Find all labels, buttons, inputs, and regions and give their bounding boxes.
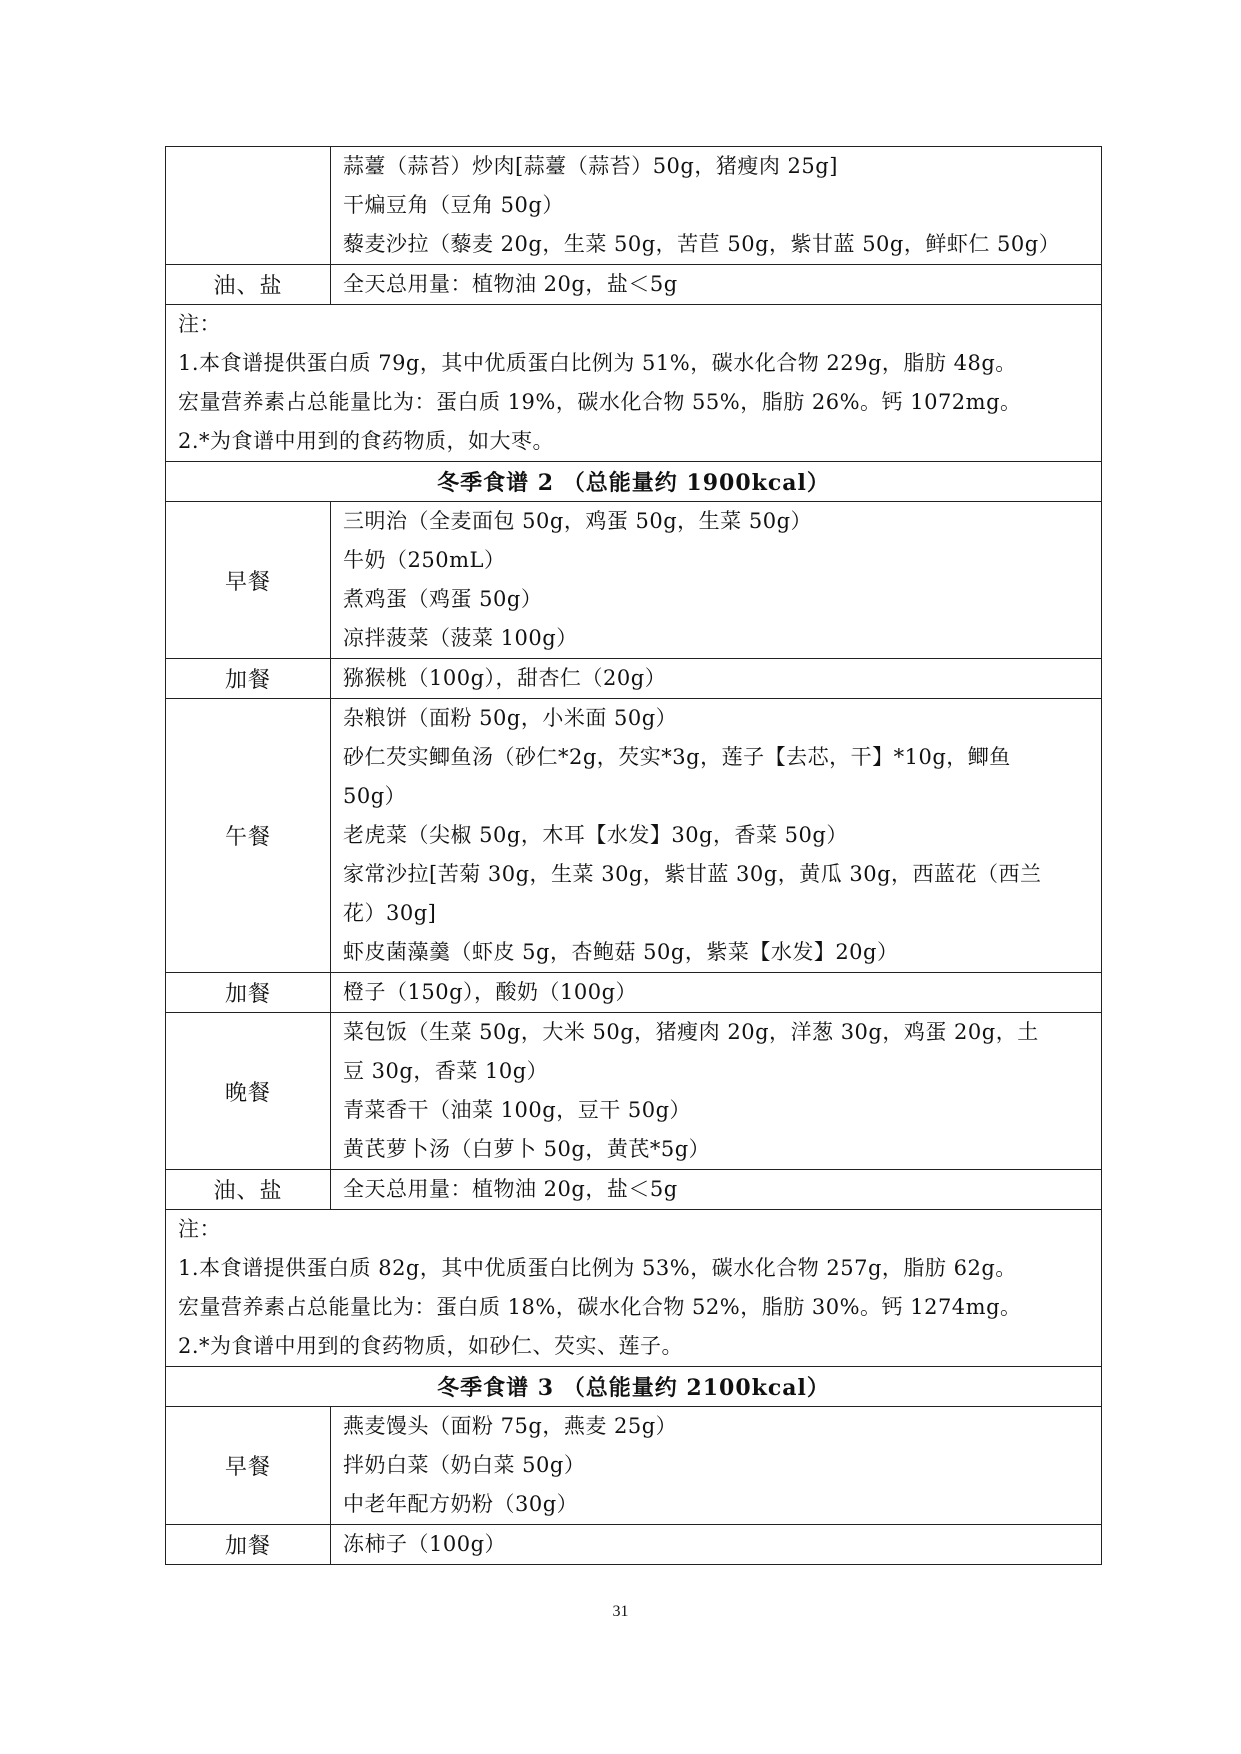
food-line: 虾皮菌藻羹（虾皮 5g，杏鲍菇 50g，紫菜【水发】20g）: [343, 940, 899, 964]
recipe-table: [165, 146, 1102, 1565]
food-line: 砂仁芡实鲫鱼汤（砂仁*2g，芡实*3g，莲子【去芯，干】*10g，鲫鱼: [343, 745, 1011, 769]
meal-content: [331, 1013, 1102, 1170]
food-line: 杂粮饼（面粉 50g，小米面 50g）: [343, 706, 678, 730]
food-line: 煮鸡蛋（鸡蛋 50g）: [343, 587, 543, 611]
note-line: 注：: [178, 1217, 221, 1241]
meal-label: 油、盐: [166, 1170, 331, 1210]
recipe-title: 冬季食谱 3 （总能量约 2100kcal）: [166, 1367, 1102, 1407]
meal-label: 早餐: [166, 1407, 331, 1525]
food-line: 三明治（全麦面包 50g，鸡蛋 50g，生菜 50g）: [343, 509, 813, 533]
food-line: 花）30g]: [343, 901, 437, 925]
note-line: 1.本食谱提供蛋白质 79g，其中优质蛋白比例为 51%，碳水化合物 229g，脂肪 48g。: [178, 351, 1017, 375]
meal-row: [166, 1170, 1102, 1210]
note-line: 2.*为食谱中用到的食药物质，如砂仁、芡实、莲子。: [178, 1334, 684, 1358]
meal-label: [166, 147, 331, 265]
food-line: 豆 30g，香菜 10g）: [343, 1059, 549, 1083]
meal-row: [166, 265, 1102, 305]
meal-row: [166, 659, 1102, 699]
food-line: 菜包饭（生菜 50g，大米 50g，猪瘦肉 20g，洋葱 30g，鸡蛋 20g，土: [343, 1020, 1039, 1044]
food-line: 全天总用量：植物油 20g，盐＜5g: [343, 272, 678, 296]
meal-row: [166, 699, 1102, 973]
recipe-table-sheet: [165, 146, 1102, 1565]
recipe-title-row: [166, 462, 1102, 502]
meal-content: [331, 659, 1102, 699]
meal-content: [331, 1525, 1102, 1565]
food-line: 家常沙拉[苦菊 30g，生菜 30g，紫甘蓝 30g，黄瓜 30g，西蓝花（西兰: [343, 862, 1042, 886]
food-line: 中老年配方奶粉（30g）: [343, 1492, 579, 1516]
meal-content: [331, 147, 1102, 265]
food-line: 老虎菜（尖椒 50g，木耳【水发】30g，香菜 50g）: [343, 823, 848, 847]
note-cell: [166, 1210, 1102, 1367]
meal-label: 油、盐: [166, 265, 331, 305]
meal-row: [166, 1407, 1102, 1525]
meal-content: [331, 265, 1102, 305]
note-line: 注：: [178, 312, 221, 336]
food-line: 藜麦沙拉（藜麦 20g，生菜 50g，苦苣 50g，紫甘蓝 50g，鲜虾仁 50g）: [343, 232, 1061, 256]
food-line: 冻柿子（100g）: [343, 1532, 507, 1556]
meal-row: [166, 502, 1102, 659]
food-line: 干煸豆角（豆角 50g）: [343, 193, 564, 217]
note-line: 宏量营养素占总能量比为：蛋白质 19%，碳水化合物 55%，脂肪 26%。钙 1072mg。: [178, 390, 1022, 414]
meal-content: [331, 502, 1102, 659]
recipe-title-row: [166, 1367, 1102, 1407]
food-line: 50g）: [343, 784, 407, 808]
note-line: 宏量营养素占总能量比为：蛋白质 18%，碳水化合物 52%，脂肪 30%。钙 1274mg。: [178, 1295, 1022, 1319]
note-line: 2.*为食谱中用到的食药物质，如大枣。: [178, 429, 555, 453]
meal-label: 午餐: [166, 699, 331, 973]
food-line: 燕麦馒头（面粉 75g，燕麦 25g）: [343, 1414, 678, 1438]
meal-row: [166, 973, 1102, 1013]
meal-content: [331, 973, 1102, 1013]
meal-label: 加餐: [166, 659, 331, 699]
food-line: 拌奶白菜（奶白菜 50g）: [343, 1453, 586, 1477]
meal-row: [166, 147, 1102, 265]
meal-content: [331, 1170, 1102, 1210]
meal-content: [331, 699, 1102, 973]
recipe-title: 冬季食谱 2 （总能量约 1900kcal）: [166, 462, 1102, 502]
note-line: 1.本食谱提供蛋白质 82g，其中优质蛋白比例为 53%，碳水化合物 257g，脂肪 62g。: [178, 1256, 1017, 1280]
food-line: 橙子（150g），酸奶（100g）: [343, 980, 638, 1004]
meal-row: [166, 1525, 1102, 1565]
note-row: [166, 1210, 1102, 1367]
meal-label: 加餐: [166, 973, 331, 1013]
meal-label: 早餐: [166, 502, 331, 659]
food-line: 黄芪萝卜汤（白萝卜 50g，黄芪*5g）: [343, 1137, 711, 1161]
note-row: [166, 305, 1102, 462]
meal-label: 加餐: [166, 1525, 331, 1565]
food-line: 猕猴桃（100g），甜杏仁（20g）: [343, 666, 667, 690]
meal-row: [166, 1013, 1102, 1170]
food-line: 青菜香干（油菜 100g，豆干 50g）: [343, 1098, 692, 1122]
note-cell: [166, 305, 1102, 462]
meal-content: [331, 1407, 1102, 1525]
food-line: 牛奶（250mL）: [343, 548, 506, 572]
food-line: 凉拌菠菜（菠菜 100g）: [343, 626, 578, 650]
food-line: 全天总用量：植物油 20g，盐＜5g: [343, 1177, 678, 1201]
meal-label: 晚餐: [166, 1013, 331, 1170]
food-line: 蒜薹（蒜苔）炒肉[蒜薹（蒜苔）50g，猪瘦肉 25g]: [343, 154, 838, 178]
page-number: 31: [612, 1603, 629, 1620]
